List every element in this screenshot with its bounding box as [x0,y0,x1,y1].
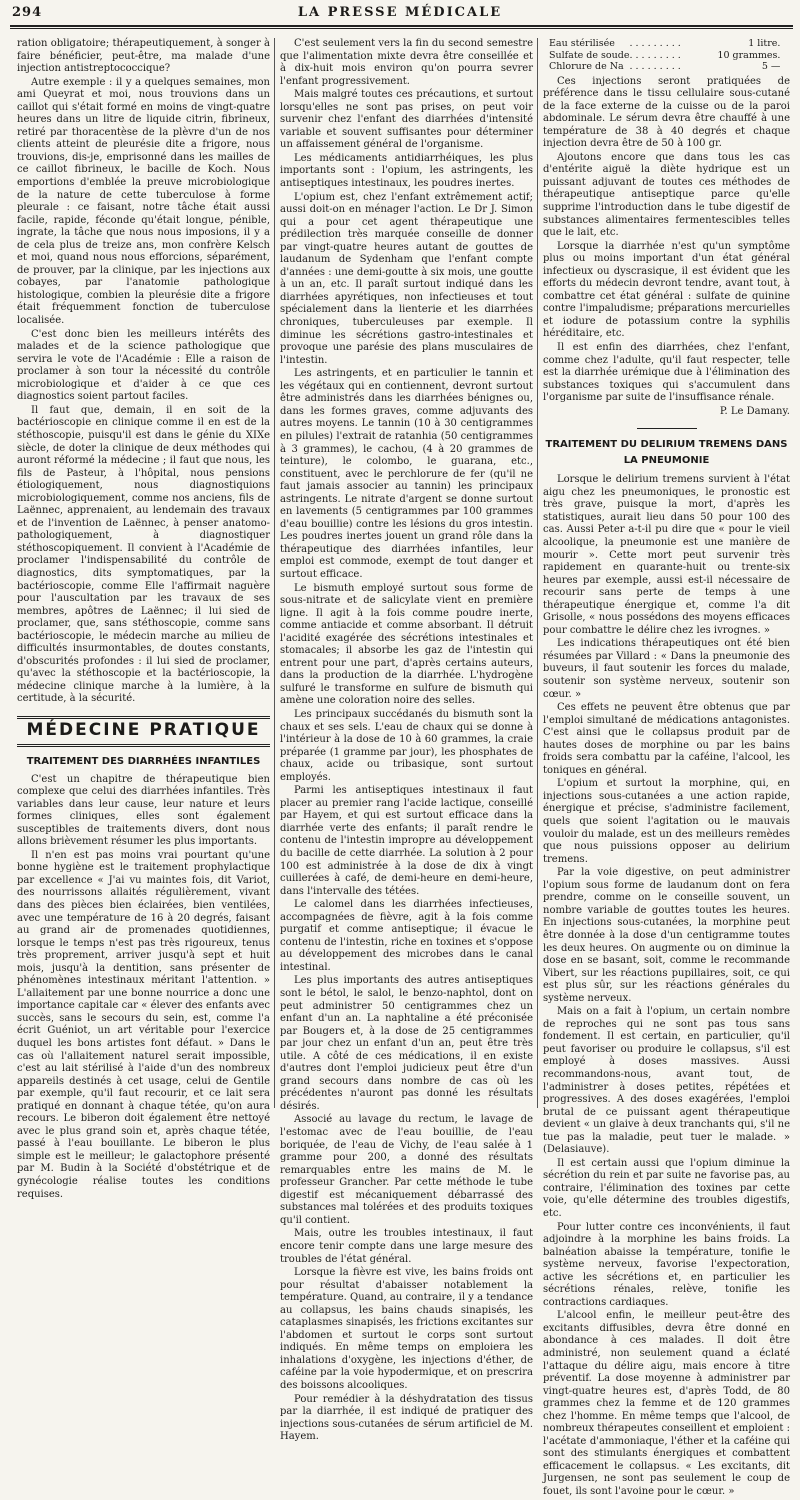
paragraph: Il faut que, demain, il en soit de la bactérioscopie en clinique comme il en est de la stéthoscopie, puisqu'il est dans le génie du XIXe siècle, de doter la clinique de deux méthodes qui auront réformé la médecine ; il faut que nous, les fils de Pasteur, à l'hôpital, nous pensions étiologiquement, nous diagnostiquions microbiologiquement, comme nos anciens, fils de Laënnec, apprenaient, au lendemain des travaux et de l'invention de Laënnec, à penser anatomo-pathologiquement, à diagnostiquer stéthoscopiquement. Il convient à l'Académie de proclamer l'indispensabilité du contrôle de diagnostics, dits symptomatiques, par la bactérioscopie, comme Elle l'affirmait naguère pour l'auscultation par les travaux de ses membres, apôtres de Laënnec; il lui sied de proclamer, que, sans stéthoscopie, comme sans bactérioscopie, le médecin marche au milieu de difficultés insurmontables, de doutes constants, d'obscurités profondes : il lui sied de proclamer, qu'avec la stéthoscopie et la bactérioscopie, la médecine clinique marche à la lumière, à la certitude, à la sécurité. [17,404,270,705]
article-title: TRAITEMENT DES DIARRHÉES INFANTILES [26,755,261,767]
paragraph: L'opium est, chez l'enfant extrêmement actif; aussi doit-on en ménager l'action. Le Dr J. Simon qui a pour cet agent thérapeutique une prédilection très marquée conseille de donner par vingt-quatre heures autant de gouttes de laudanum de Sydenham que l'enfant compte d'années : une demi-goutte à six mois, une goutte à un an, etc. Il paraît surtout indiqué dans les diarrhées apyrétiques, non infectieuses et tout spécialement dans la lienterie et les diarrhées chroniques, tuberculeuses par exemple. Il diminue les sécrétions gastro-intestinales et provoque une parésie des plans musculaires de l'intestin. [280,191,533,366]
paragraph: Il n'en est pas moins vrai pourtant qu'une bonne hygiène est le traitement prophylactique par excellence « J'ai vu maintes fois, dit Variot, des nourrissons allaités régulièrement, vivant dans des pièces bien éclairées, bien ventilées, avec une température de 16 à 20 degrés, faisant au grand air de promenades quotidiennes, lorsque le temps n'est pas très rigoureux, tenus très proprement, arriver jusqu'à sept et huit mois, jusqu'à la dentition, sans présenter de phénomènes intestinaux méritant l'attention. » L'allaitement par une bonne nourrice a donc une importance capitale car « élever des enfants avec succès, sans le secours du sein, est, comme l'a écrit Guéniot, un art véritable pour l'exercice duquel les bons artistes font défaut. » Dans le cas où l'allaitement naturel serait impossible, c'est au lait stérilisé à l'aide d'un des nombreux appareils destinés à cet usage, celui de Gentile par exemple, qu'il faut recourir, et ce lait sera pratiqué en donnant à chaque tétée, qu'on aura recours. Le biberon doit également être nettoyé avec le plus grand soin et, après chaque tétée, passé à l'eau bouillante. Le biberon le plus simple est le meilleur; le galactophore présenté par M. Budin à la Société d'obstétrique et de gynécologie réalise toutes les conditions requises. [17,849,270,1200]
recipe-ingredient: Chlorure de Na [549,61,624,72]
paragraph: Parmi les antiseptiques intestinaux il faut placer au premier rang l'acide lactique, conseillé par Hayem, et qui est surtout efficace dans la diarrhée verte des enfants; il paraît rendre le contenu de l'intestin impropre au développement du bacille de cette diarrhée. La solution à 2 pour 100 est administrée à la dose de dix à vingt cuillerées à café, de demi-heure en demi-heure, dans l'intervalle des tétées. [280,785,533,897]
paragraph: Les médicaments antidiarrhéiques, les plus importants sont : l'opium, les astringents, les antiseptiques intestinaux, les poudres inertes. [280,152,533,190]
paragraph: C'est seulement vers la fin du second semestre que l'alimentation mixte devra être conseillée et à dix-huit mois environ qu'on pourra sevrer l'enfant progressivement. [280,38,533,87]
paragraph: Lorsque la fièvre est vive, les bains froids ont pour résultat d'abaisser notablement la température. Quand, au contraire, il y a tendance au collapsus, les bains chauds sinapisés, les cataplasmes sinapisés, les frictions excitantes sur l'abdomen et surtout le corps sont surtout indiqués. En même temps on emploiera les inhalations d'oxygène, les injections d'éther, de caféine par la voie hypodermique, et on prescrira des boissons alcooliques. [280,1267,533,1391]
journal-title: LA PRESSE MÉDICALE [297,5,503,20]
paragraph: Autre exemple : il y a quelques semaines, mon ami Queyrat et moi, nous trouvions dans un caillot qui s'était formé en moins de vingt-quatre heures dans un litre de liquide citrin, fibrineux, retiré par thoracentèse de la plèvre d'un de nos clients atteint de pleurésie dite a frigore, nous trouvions, dis-je, emprisonné dans les mailles de ce caillot fibrineux, le bacille de Koch. Nous emportions d'emblée la preuve microbiologique de la nature de cette tuberculose à forme pleurale : ce faisant, notre tâche était aussi facile, rapide, féconde qu'était longue, pénible, ingrate, la tâche que nous nous imposions, il y a de cela plus de treize ans, mon confrère Kelsch et moi, quand nous nous efforcions, séparément, de prouver, par la clinique, par les injections aux cobayes, par l'anatomie pathologique histologique, combien la pleurésie dite a frigore était fréquemment fonction de tuberculose localisée. [17,76,270,327]
paragraph: Les astringents, et en particulier le tannin et les végétaux qui en contiennent, devront surtout être administrés dans les diarrhées bénignes ou, dans les formes graves, comme adjuvants des autres moyens. Le tannin (10 à 30 centigrammes en pilules) l'extrait de ratanhia (50 centigrammes à 3 grammes), le cachou, (4 à 20 grammes de teinture), le colombo, le guarana, etc., constituent, avec le perchlorure de fer (qu'il ne faut jamais associer au tannin) les principaux astringents. Le nitrate d'argent se donne surtout en lavements (5 centigrammes par 100 grammes d'eau bouillie) contre les lésions du gros intestin. Les poudres inertes jouent un grand rôle dans la thérapeutique des diarrhées infantiles, leur emploi est commode, exempt de tout danger et surtout efficace. [280,368,533,580]
section-title: MÉDECINE PRATIQUE [26,719,261,740]
page-number: 294 [12,5,43,20]
paragraph: C'est donc bien les meilleurs intérêts des malades et de la science pathologique que servira le vote de l'Académie : Elle a raison de proclamer à son tour la nécessité du contrôle microbiologique et d'aider à ce que ces diagnostics soient partout faciles. [17,328,270,403]
page-header [0,0,800,40]
recipe-quantity: 1 litre. [748,38,781,49]
header-rule [10,25,793,27]
paragraph: Lorsque le delirium tremens survient à l'état aigu chez les pneumoniques, le pronostic est très grave, puisque la mort, d'après les statistiques, aurait lieu dans 50 pour 100 des cas. Aussi Peter a-t-il pu dire que « pour le vieil alcoolique, la pneumonie est une manière de mourir ». Cette mort peut survenir très rapidement en quarante-huit ou trente-six heures par exemple, aussi est-il nécessaire de recourir sans perte de temps à une thérapeutique énergique et, comme l'a dit Grisolle, « nous possédons des moyens efficaces pour combattre le délire chez les ivrognes. » [543,474,790,636]
paragraph: C'est un chapitre de thérapeutique bien complexe que celui des diarrhées infantiles. Très variables dans leur cause, leur nature et leurs formes cliniques, elles sont également susceptibles de traitements divers, dont nous allons brièvement résumer les plus importants. [17,773,270,848]
recipe-ingredient: Eau stérilisée [549,38,615,49]
recipe-row [549,50,780,62]
paragraph: Les principaux succédanés du bismuth sont la chaux et ses sels. L'eau de chaux qui se donne à l'intérieur à la dose de 10 à 60 grammes, la craie préparée (1 gramme par jour), les phosphates de chaux, acide ou tribasique, sont surtout employés. [280,708,533,783]
author-signature: P. Le Damany. [719,405,790,417]
paragraph: Les plus importants des autres antiseptiques sont le bétol, le salol, le benzo-naphtol, dont on peut administrer 50 centigrammes chez un enfant d'un an. La naphtaline a été préconisée par Bougers et, à la dose de 25 centigrammes par jour chez un enfant d'un an, peut être très utile. A côté de ces médications, il en existe d'autres dont l'emploi judicieux peut être d'un grand secours dans nombre de cas où les précédentes n'auront pas donné les résultats désirés. [280,975,533,1112]
paragraph: Il est enfin des diarrhées, chez l'enfant, comme chez l'adulte, qu'il faut respecter, telle est la diarrhée urémique due à l'élimination des substances toxiques qui s'accumulent dans l'organisme par suite de l'insuffisance rénale. [543,341,790,404]
recipe-quantity: 5 — [761,61,781,72]
leader-dots: . . . . . . . . . [629,38,681,49]
leader-dots: . . . . . . . . . [629,61,681,72]
paragraph: Mais malgré toutes ces précautions, et surtout lorsqu'elles ne sont pas prises, on peut voir survenir chez l'enfant des diarrhées d'intensité variable et souvent suffisantes pour déterminer un affaissement général de l'organisme. [280,89,533,151]
paragraph: Ces effets ne peuvent être obtenus que par l'emploi simultané de médications antagonistes. C'est ainsi que le collapsus produit par de hautes doses de morphine ou par les bains froids sera combattu par la caféine, l'alcool, les toniques en général. [543,702,790,776]
column-1 [17,38,270,1202]
paragraph: Associé au lavage du rectum, le lavage de l'estomac avec de l'eau bouillie, de l'eau boriquée, de l'eau de Vichy, de l'eau salée à 1 gramme pour 200, a donné des résultats remarquables entre les mains de M. le professeur Grancher. Par cette méthode le tube digestif est mécaniquement débarrassé des substances mal tolérées et des produits toxiques qu'il contient. [280,1114,533,1226]
recipe-quantity: 10 grammes. [717,49,781,61]
paragraph: ration obligatoire; thérapeutiquement, à songer à faire bénéficier, peut-être, ma malade d'une injection antistreptococcique? [17,38,270,75]
article-title: TRAITEMENT DU DELIRIUM TREMENS DANS LA PNEUMONIE [545,439,788,467]
separator-rule [637,428,697,429]
paragraph: Les indications thérapeutiques ont été bien résumées par Villard : « Dans la pneumonie des buveurs, il faut soutenir les forces du malade, soutenir son système nerveux, soutenir son cœur. » [543,638,790,700]
column-divider [274,38,275,1108]
column-3 [543,38,790,1500]
paragraph: Pour lutter contre ces inconvénients, il faut adjoindre à la morphine les bains froids. La balnéation abaisse la température, tonifie le système nerveux, favorise l'expectoration, active les sécrétions et, en particulier les sécrétions rénales, relève, tonifie les contractions cardiaques. [543,1221,790,1308]
paragraph: Il est certain aussi que l'opium diminue la sécrétion du rein et par suite ne favorise pas, au contraire, l'élimination des toxines par cette voie, qu'elle détermine des troubles digestifs, etc. [543,1157,790,1219]
column-divider [537,38,538,1108]
paragraph: Ajoutons encore que dans tous les cas d'entérite aiguë la diète hydrique est un puissant adjuvant de toutes ces méthodes de thérapeutique antiseptique parce qu'elle supprime l'introduction dans le tube digestif de substances alimentaires fermentescibles telles que le lait, etc. [543,151,790,239]
paragraph: Mais on a fait à l'opium, un certain nombre de reproches qui ne sont pas tous sans fondement. Il est certain, en particulier, qu'il peut favoriser ou produire le collapsus, s'il est employé à doses massives. Aussi recommandons-nous, avant tout, de l'administrer à doses petites, répétées et progressives. A des doses exagérées, l'emploi brutal de ce puissant agent thérapeutique devient « un glaive à deux tranchants qui, s'il ne tue pas la maladie, peut tuer le malade. » (Delasiauve). [543,1006,790,1156]
paragraph: Le bismuth employé surtout sous forme de sous-nitrate et de salicylate vient en première ligne. Il agit à la fois comme poudre inerte, comme antiacide et comme absorbant. Il détruit l'acidité exagérée des sécrétions intestinales et stomacales; il absorbe les gaz de l'intestin qui entrent pour une part, d'après certains auteurs, dans la production de la diarrhée. L'hydrogène sulfuré le transforme en sulfure de bismuth qui amène une coloration noire des selles. [280,582,533,707]
recipe-ingredient: Sulfate de soude [549,49,630,61]
paragraph: Pour remédier à la déshydratation des tissus par la diarrhée, il est indiqué de pratiquer des injections sous-cutanées de sérum artificiel de M. Hayem. [280,1393,533,1443]
column-2 [280,38,533,1445]
paragraph: L'opium et surtout la morphine, qui, en injections sous-cutanées a une action rapide, énergique et précise, s'administre facilement, quels que soient l'agitation ou le mauvais vouloir du malade, est un des meilleurs remèdes que nous puissions opposer au delirium tremens. [543,778,790,865]
leader-dots: . . . . . . . . . [629,49,681,61]
recipe-row [549,61,780,73]
header-rule-thin [10,28,793,29]
recipe-table [549,38,780,73]
section-header [17,716,270,747]
recipe-row [549,38,780,50]
paragraph: Le calomel dans les diarrhées infectieuses, accompagnées de fièvre, agit à la fois comme purgatif et comme antiseptique; il évacue le contenu de l'intestin, riche en toxines et s'oppose au développement des microbes dans le canal intestinal. [280,899,533,973]
paragraph: L'alcool enfin, le meilleur peut-être des excitants diffusibles, devra être donné en abondance à ces malades. Il doit être administré, non seulement quand a éclaté l'attaque du délire aigu, mais encore à titre préventif. La dose moyenne à administrer par vingt-quatre heures est, d'après Todd, de 80 grammes chez la femme et de 120 grammes chez l'homme. En même temps que l'alcool, de nombreux thérapeutes conseillent et emploient : l'acétate d'ammoniaque, l'éther et la caféine qui sont des stimulants énergiques et combattent efficacement le collapsus. « Les excitants, dit Jurgensen, ne sont pas seulement le coup de fouet, ils sont l'avoine pour le cœur. » [543,1310,790,1498]
paragraph: Par la voie digestive, on peut administrer l'opium sous forme de laudanum dont on fera prendre, comme on le conseille souvent, un nombre variable de gouttes toutes les heures. En injections sous-cutanées, la morphine peut être donnée à la dose d'un centigramme toutes les deux heures. On augmente ou on diminue la dose en se basant, soit, comme le recommande Vibert, sur les réactions pupillaires, soit, ce qui est plus sûr, sur les réactions générales du système nerveux. [543,867,790,1004]
paragraph: Mais, outre les troubles intestinaux, il faut encore tenir compte dans une large mesure des troubles de l'état général. [280,1228,533,1265]
paragraph: Lorsque la diarrhée n'est qu'un symptôme plus ou moins important d'un état général infectieux ou dyscrasique, il est évident que les efforts du médecin devront tendre, avant tout, à combattre cet état général : sulfate de quinine contre l'impaludisme; préparations mercurielles et iodure de potassium contre la syphilis héréditaire, etc. [543,240,790,340]
paragraph: Ces injections seront pratiquées de préférence dans le tissu cellulaire sous-cutané de la face externe de la cuisse ou de la paroi abdominale. Le sérum devra être chauffé à une température de 38 à 40 degrés et chaque injection devra être de 50 à 100 gr. [543,75,790,150]
